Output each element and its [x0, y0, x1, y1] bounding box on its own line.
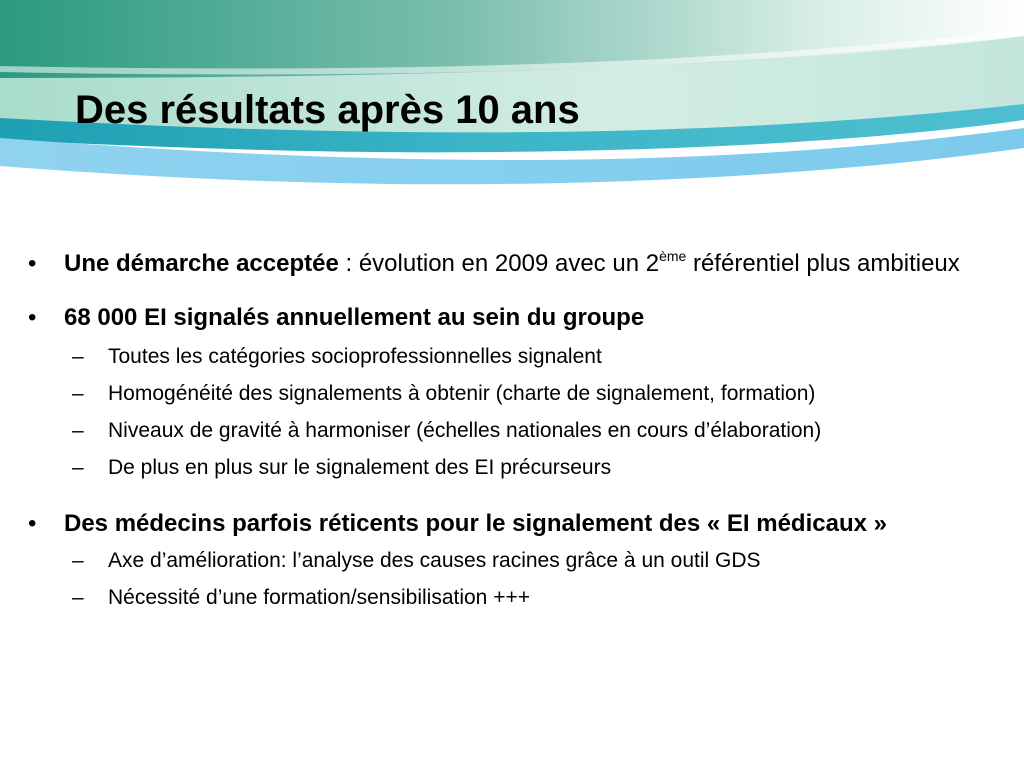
- sub-item: [28, 338, 1012, 375]
- sub-item-text: Homogénéité des signalements à obtenir (charte de signalement, formation): [108, 382, 816, 405]
- sub-marker: –: [72, 345, 84, 368]
- bullet-marker: •: [28, 250, 37, 277]
- sub-marker: –: [72, 382, 84, 405]
- sub-marker: –: [72, 456, 84, 479]
- sub-item: [28, 579, 1012, 616]
- sub-marker: –: [72, 549, 84, 572]
- sub-marker: –: [72, 419, 84, 442]
- bullet-marker: •: [28, 510, 37, 537]
- bullet-bold-text: 68 000 EI signalés annuellement au sein du groupe: [64, 304, 645, 331]
- bullet-medecins-reticents: [28, 508, 1012, 540]
- bullet-demarche-acceptee: [28, 248, 1012, 280]
- sub-item-text: Nécessité d’une formation/sensibilisation +++: [108, 586, 530, 609]
- sub-marker: –: [72, 586, 84, 609]
- bullet-ei-signales: [28, 302, 1012, 334]
- sub-item: [28, 542, 1012, 579]
- slide-body: [28, 248, 1012, 616]
- sub-list-ei-signales: [28, 338, 1012, 486]
- sub-item-text: De plus en plus sur le signalement des EI précurseurs: [108, 456, 612, 479]
- sub-item-text: Axe d’amélioration: l’analyse des causes racines grâce à un outil GDS: [108, 549, 761, 572]
- sub-item-text: Toutes les catégories socioprofessionnelles signalent: [108, 345, 602, 368]
- sub-item: [28, 449, 1012, 486]
- bullet-bold-text: Une démarche acceptée: [64, 250, 339, 277]
- sub-item: [28, 412, 1012, 449]
- superscript-eme: ème: [659, 248, 687, 264]
- slide-title: Des résultats après 10 ans: [75, 88, 580, 132]
- sub-item: [28, 375, 1012, 412]
- sub-item-text: Niveaux de gravité à harmoniser (échelles nationales en cours d’élaboration): [108, 419, 822, 442]
- bullet-marker: •: [28, 304, 37, 331]
- bullet-text: : évolution en 2009 avec un 2: [338, 250, 660, 277]
- sub-list-medecins: [28, 542, 1012, 616]
- bullet-text-continued: référentiel plus ambitieux: [686, 250, 960, 277]
- bullet-bold-text: Des médecins parfois réticents pour le signalement des « EI médicaux »: [64, 510, 887, 537]
